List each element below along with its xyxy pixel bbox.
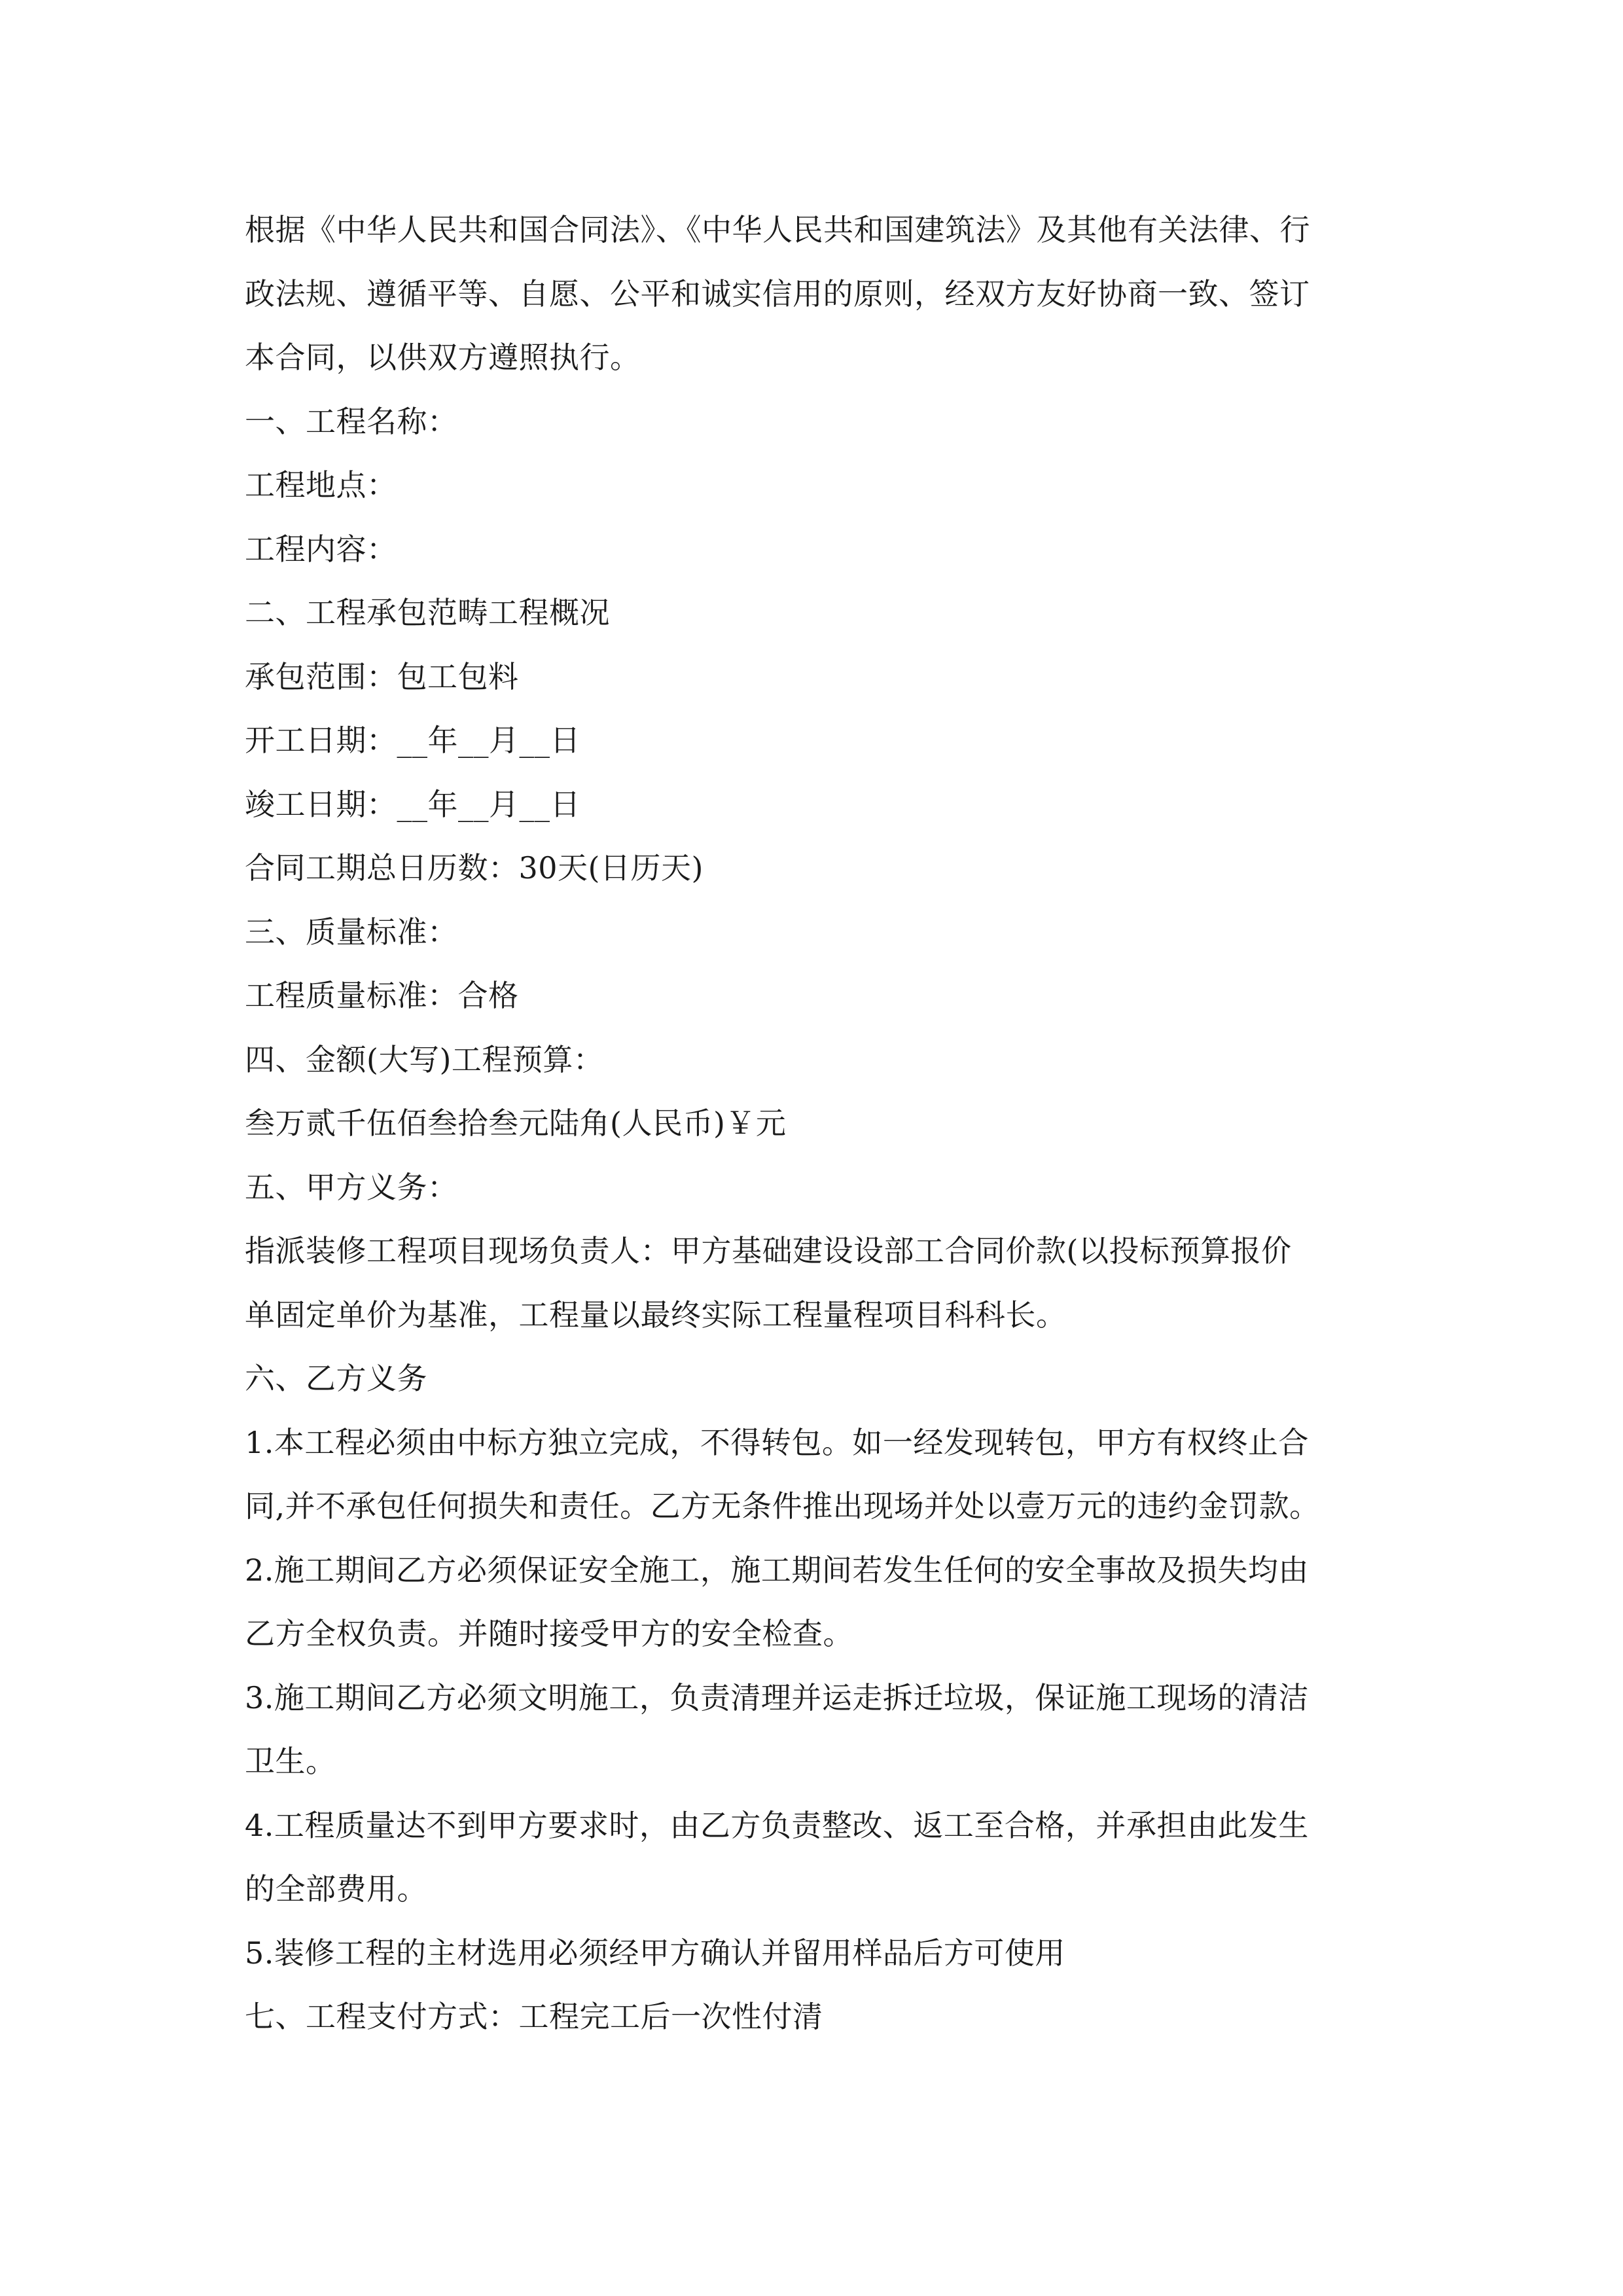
section-6-heading: 六、乙方义务 — [245, 1361, 427, 1396]
section-4-heading: 四、金额(大写)工程预算： — [245, 1041, 604, 1077]
project-content: 工程内容： — [245, 531, 397, 567]
clause-5: 5.装修工程的主材选用必须经甲方确认并留用样品后方可使用 — [245, 1935, 1065, 1971]
party-a-duty-line-1: 指派装修工程项目现场负责人：甲方基础建设设部工合同价款(以投标预算报价 — [245, 1233, 1292, 1268]
preamble-line-1: 根据《中华人民共和国合同法》、《中华人民共和国建筑法》及其他有关法律、行 — [245, 212, 1310, 247]
clause-3-line-1: 3.施工期间乙方必须文明施工，负责清理并运走拆迁垃圾，保证施工现场的清洁 — [245, 1679, 1309, 1715]
contract-body — [245, 198, 1387, 2049]
clause-2-line-2: 乙方全权负责。并随时接受甲方的安全检查。 — [245, 1616, 853, 1651]
section-2-heading: 二、工程承包范畴工程概况 — [245, 595, 610, 630]
clause-4-line-1: 4.工程质量达不到甲方要求时，由乙方负责整改、返工至合格，并承担由此发生 — [245, 1807, 1309, 1843]
budget-amount: 叁万贰千伍佰叁拾叁元陆角(人民币)￥元 — [245, 1105, 787, 1141]
contract-scope: 承包范围：包工包料 — [245, 658, 519, 694]
section-5-heading: 五、甲方义务： — [245, 1169, 458, 1205]
start-date: 开工日期：__年__月__日 — [245, 723, 580, 758]
completion-date: 竣工日期：__年__月__日 — [245, 786, 580, 822]
quality-standard: 工程质量标准：合格 — [245, 978, 519, 1013]
clause-1-line-2: 同,并不承包任何损失和责任。乙方无条件推出现场并处以壹万元的违约金罚款。 — [245, 1488, 1320, 1524]
clause-4-line-2: 的全部费用。 — [245, 1871, 427, 1907]
section-1-heading: 一、工程名称： — [245, 403, 458, 439]
preamble-line-2: 政法规、遵循平等、自愿、公平和诚实信用的原则，经双方友好协商一致、签订 — [245, 276, 1310, 312]
clause-1-line-1: 1.本工程必须由中标方独立完成，不得转包。如一经发现转包，甲方有权终止合 — [245, 1424, 1309, 1460]
section-7-payment: 七、工程支付方式：工程完工后一次性付清 — [245, 1999, 823, 2034]
preamble-line-3: 本合同，以供双方遵照执行。 — [245, 340, 641, 375]
project-location: 工程地点： — [245, 467, 397, 503]
clause-3-line-2: 卫生。 — [245, 1744, 336, 1779]
party-a-duty-line-2: 单固定单价为基准，工程量以最终实际工程量程项目科科长。 — [245, 1297, 1067, 1333]
section-3-heading: 三、质量标准： — [245, 914, 458, 950]
total-duration: 合同工期总日历数：30天(日历天) — [245, 850, 704, 886]
clause-2-line-1: 2.施工期间乙方必须保证安全施工，施工期间若发生任何的安全事故及损失均由 — [245, 1552, 1309, 1588]
